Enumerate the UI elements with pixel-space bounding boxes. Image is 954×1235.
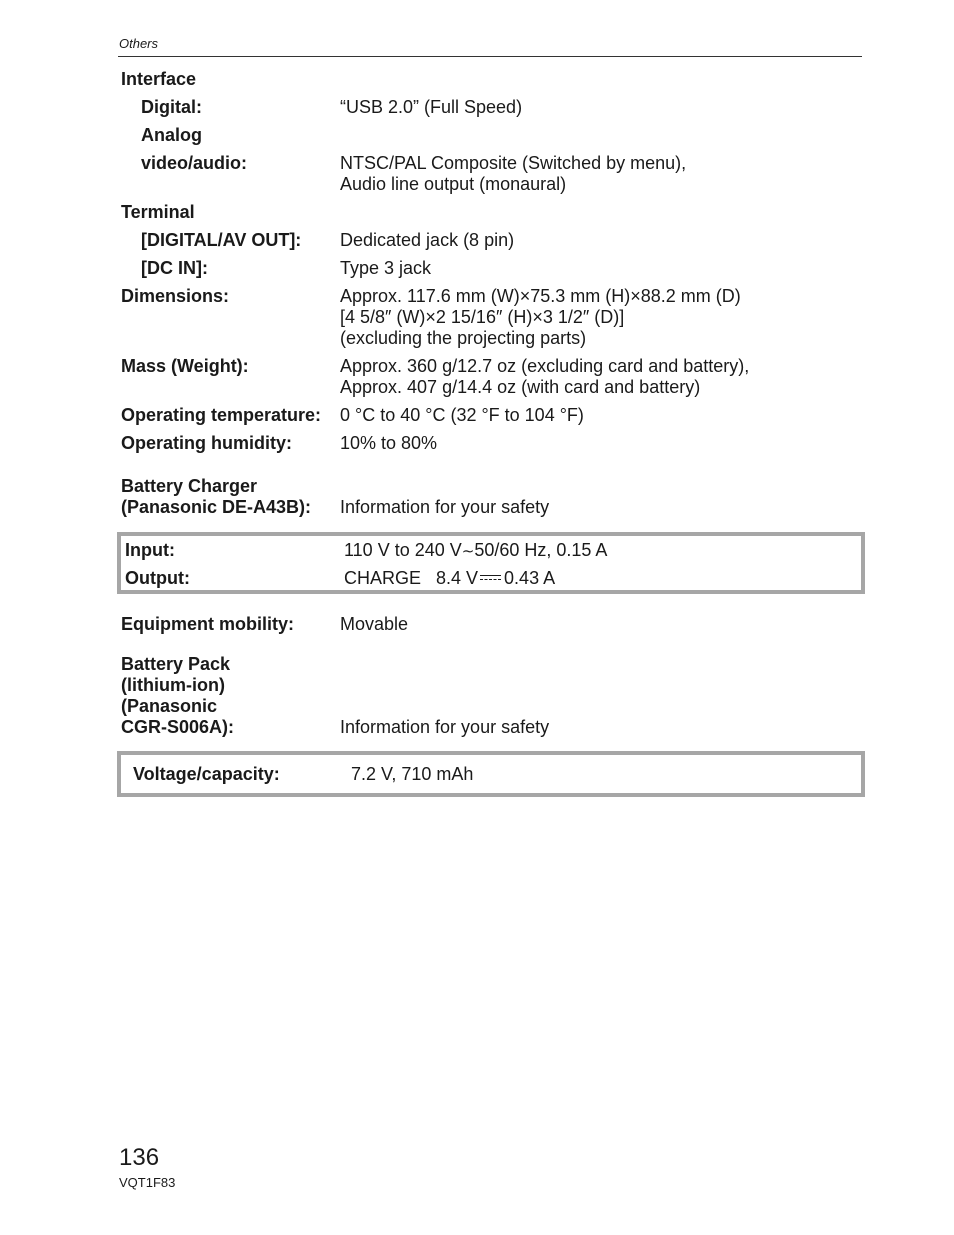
equipment-mobility-label: Equipment mobility: — [121, 614, 294, 634]
header-divider — [118, 56, 862, 57]
charger-output-value-b: 0.43 A — [504, 568, 556, 588]
dc-in-value: Type 3 jack — [340, 258, 432, 278]
battery-pack-label-2: (lithium-ion) — [121, 675, 225, 695]
section-header: Others — [119, 36, 159, 51]
battery-pack-value: Information for your safety — [340, 717, 550, 737]
battery-charger-label-2: (Panasonic DE-A43B): — [121, 497, 312, 517]
charger-input-value — [344, 540, 607, 562]
dimensions-value-3: (excluding the projecting parts) — [340, 328, 587, 348]
voltage-capacity-label: Voltage/capacity: — [133, 764, 280, 784]
dc-in-label: [DC IN]: — [141, 258, 208, 278]
battery-charger-value: Information for your safety — [340, 497, 550, 517]
ac-symbol-icon: ∼ — [461, 542, 475, 560]
charger-input-label: Input: — [125, 540, 175, 560]
digital-label: Digital: — [141, 97, 202, 117]
page-number: 136 — [119, 1144, 160, 1171]
equipment-mobility-value: Movable — [340, 614, 409, 634]
mass-value-1: Approx. 360 g/12.7 oz (excluding card and battery), — [340, 356, 750, 376]
operating-temperature-label: Operating temperature: — [121, 405, 322, 425]
analog-value-1: NTSC/PAL Composite (Switched by menu), — [340, 153, 687, 173]
terminal-heading: Terminal — [121, 202, 195, 222]
mass-label: Mass (Weight): — [121, 356, 249, 376]
digital-av-label: [DIGITAL/AV OUT]: — [141, 230, 302, 250]
voltage-capacity-value: 7.2 V, 710 mAh — [351, 764, 474, 784]
battery-charger-label-1: Battery Charger — [121, 476, 258, 496]
analog-value-2: Audio line output (monaural) — [340, 174, 567, 194]
charger-input-value-a: 110 V to 240 V — [344, 540, 462, 560]
charger-output-value — [344, 568, 555, 589]
interface-heading: Interface — [121, 69, 197, 89]
dimensions-value-2: [4 5/8″ (W)×2 15/16″ (H)×3 1/2″ (D)] — [340, 307, 625, 327]
digital-value: “USB 2.0” (Full Speed) — [340, 97, 523, 117]
operating-humidity-label: Operating humidity: — [121, 433, 292, 453]
charger-input-value-b: 50/60 Hz, 0.15 A — [474, 540, 608, 560]
charger-output-label: Output: — [125, 568, 190, 588]
dimensions-label: Dimensions: — [121, 286, 230, 306]
battery-pack-label-1: Battery Pack — [121, 654, 231, 674]
digital-av-value: Dedicated jack (8 pin) — [340, 230, 515, 250]
operating-temperature-value: 0 °C to 40 °C (32 °F to 104 °F) — [340, 405, 584, 425]
mass-value-2: Approx. 407 g/14.4 oz (with card and battery) — [340, 377, 701, 397]
analog-label-2: video/audio: — [141, 153, 248, 173]
document-code: VQT1F83 — [119, 1175, 176, 1190]
battery-pack-label-4: CGR-S006A): — [121, 717, 235, 737]
dimensions-value-1: Approx. 117.6 mm (W)×75.3 mm (H)×88.2 mm (D) — [340, 286, 741, 306]
analog-label-1: Analog — [141, 125, 202, 145]
battery-pack-label-3: (Panasonic — [121, 696, 218, 716]
operating-humidity-value: 10% to 80% — [340, 433, 438, 453]
charger-output-value-a: CHARGE 8.4 V — [344, 568, 479, 588]
battery-pack-spec-box — [117, 751, 865, 797]
dc-symbol-icon — [480, 574, 501, 582]
charger-spec-box — [117, 532, 865, 594]
